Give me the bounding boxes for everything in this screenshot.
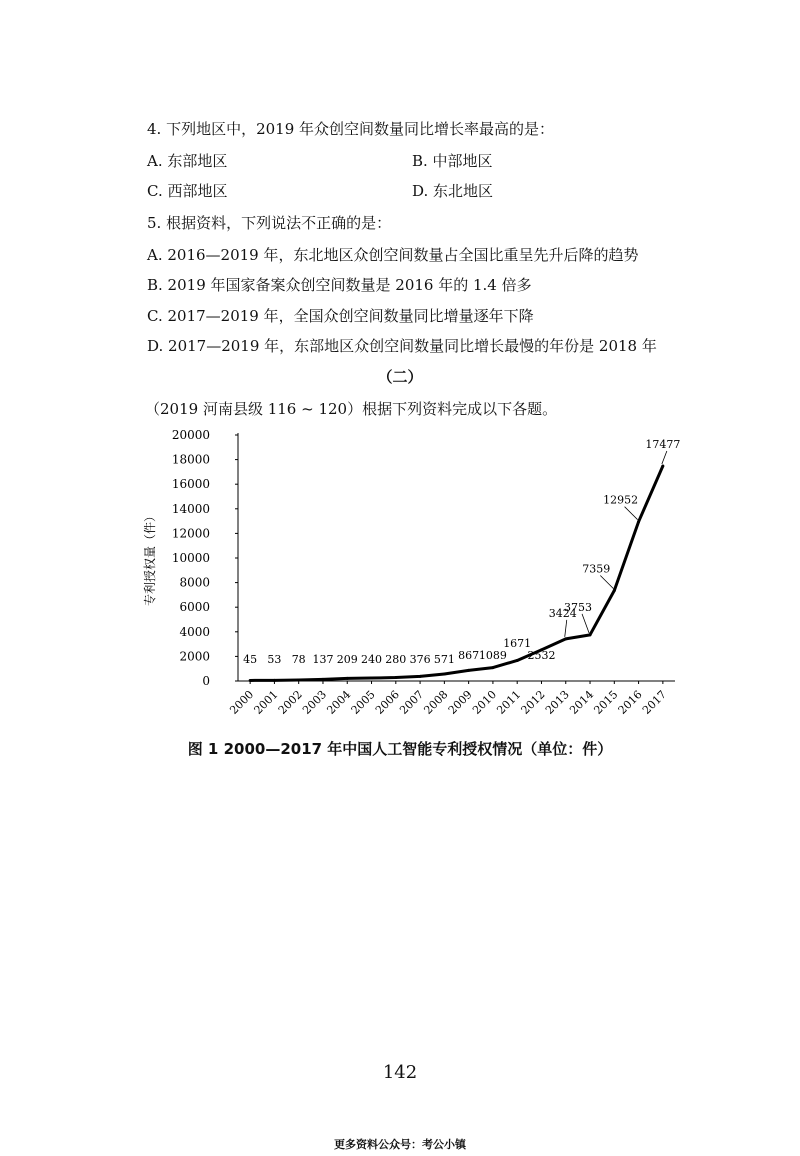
data-point [370, 677, 373, 680]
x-tick-label: 2007 [397, 687, 427, 717]
data-point [273, 679, 276, 682]
x-tick-label: 2009 [445, 687, 475, 717]
data-point [564, 637, 567, 640]
data-point [321, 678, 324, 681]
data-point [249, 679, 252, 682]
q5-option-d: D. 2017—2019 年，东部地区众创空间数量同比增长最慢的年份是 2018 年 [147, 337, 657, 355]
y-tick-label: 18000 [171, 452, 210, 467]
x-tick-label: 2012 [518, 687, 548, 717]
x-tick-label: 2003 [300, 687, 330, 717]
y-tick-label: 2000 [179, 649, 210, 664]
y-tick-label: 4000 [179, 624, 210, 639]
x-tick-label: 2013 [542, 687, 572, 717]
data-point [589, 633, 592, 636]
chart-caption: 图 1 2000—2017 年中国人工智能专利授权情况（单位：件） [187, 740, 613, 758]
data-label: 137 [312, 653, 334, 666]
x-tick-label: 2010 [470, 687, 500, 717]
data-label: 3424 [548, 606, 577, 620]
q4-option-c: C. 西部地区 [147, 182, 228, 200]
data-point [346, 677, 349, 680]
data-label: 867 [458, 649, 480, 662]
x-tick-label: 2017 [639, 687, 669, 717]
y-tick-label: 20000 [171, 428, 210, 442]
x-tick-label: 2016 [615, 687, 645, 717]
label-leader [565, 620, 567, 637]
data-point [661, 465, 664, 468]
x-tick-label: 2008 [421, 687, 451, 717]
x-tick-label: 2006 [372, 687, 402, 717]
data-point [297, 679, 300, 682]
y-tick-label: 14000 [171, 501, 210, 516]
data-label: 280 [385, 653, 407, 666]
label-leader [625, 507, 638, 520]
section-title: （二） [377, 368, 423, 386]
data-point [467, 669, 470, 672]
data-point [394, 676, 397, 679]
source-line: （2019 河南县级 116 ~ 120）根据下列资料完成以下各题。 [145, 400, 558, 418]
y-tick-label: 16000 [171, 477, 210, 492]
x-tick-label: 2015 [591, 687, 621, 717]
y-tick-label: 8000 [179, 575, 210, 590]
q5-stem: 5. 根据资料，下列说法不正确的是： [147, 214, 392, 232]
x-tick-label: 2000 [227, 687, 257, 717]
y-axis-label: 专利授权量（件） [143, 509, 157, 607]
data-point [516, 659, 519, 662]
data-label: 571 [433, 653, 455, 666]
q4-option-b: B. 中部地区 [412, 152, 493, 170]
data-label: 53 [267, 653, 282, 666]
data-label: 376 [409, 653, 431, 666]
data-label: 78 [291, 653, 306, 666]
footer-text: 更多资料公众号：考公小镇 [334, 1138, 466, 1151]
patent-line-chart [130, 425, 690, 730]
data-point [491, 666, 494, 669]
x-tick-label: 2011 [494, 687, 524, 717]
data-label: 12952 [603, 493, 639, 507]
data-label: 2532 [527, 649, 556, 662]
q4-option-a: A. 东部地区 [147, 152, 228, 170]
x-tick-label: 2002 [275, 687, 305, 717]
y-tick-label: 6000 [179, 600, 210, 615]
q5-option-b: B. 2019 年国家备案众创空间数量是 2016 年的 1.4 倍多 [147, 276, 532, 294]
q5-option-c: C. 2017—2019 年，全国众创空间数量同比增量逐年下降 [147, 307, 534, 325]
label-leader [600, 575, 613, 588]
data-label: 17477 [645, 438, 681, 452]
q4-option-d: D. 东北地区 [412, 182, 494, 200]
label-leader [582, 614, 589, 633]
y-tick-label: 10000 [171, 551, 210, 565]
data-point [419, 675, 422, 678]
data-point [613, 589, 616, 592]
x-tick-label: 2005 [348, 687, 378, 717]
q5-option-a: A. 2016—2019 年，东北地区众创空间数量占全国比重呈先升后降的趋势 [147, 246, 639, 264]
data-label: 240 [361, 653, 383, 666]
data-point [637, 520, 640, 523]
data-point [443, 672, 446, 675]
data-label: 1089 [478, 649, 507, 662]
y-tick-label: 0 [202, 674, 210, 688]
y-tick-label: 12000 [171, 526, 210, 541]
q4-stem: 4. 下列地区中，2019 年众创空间数量同比增长率最高的是： [147, 120, 555, 138]
page-number: 142 [382, 1062, 418, 1083]
data-label: 45 [243, 653, 258, 666]
data-label: 7359 [582, 562, 611, 576]
x-tick-label: 2001 [251, 687, 281, 717]
x-tick-label: 2004 [324, 687, 354, 717]
x-tick-label: 2014 [567, 687, 597, 717]
data-label: 3753 [564, 600, 593, 614]
label-leader [662, 451, 667, 464]
data-label: 1671 [503, 637, 532, 650]
data-label: 209 [336, 653, 358, 666]
